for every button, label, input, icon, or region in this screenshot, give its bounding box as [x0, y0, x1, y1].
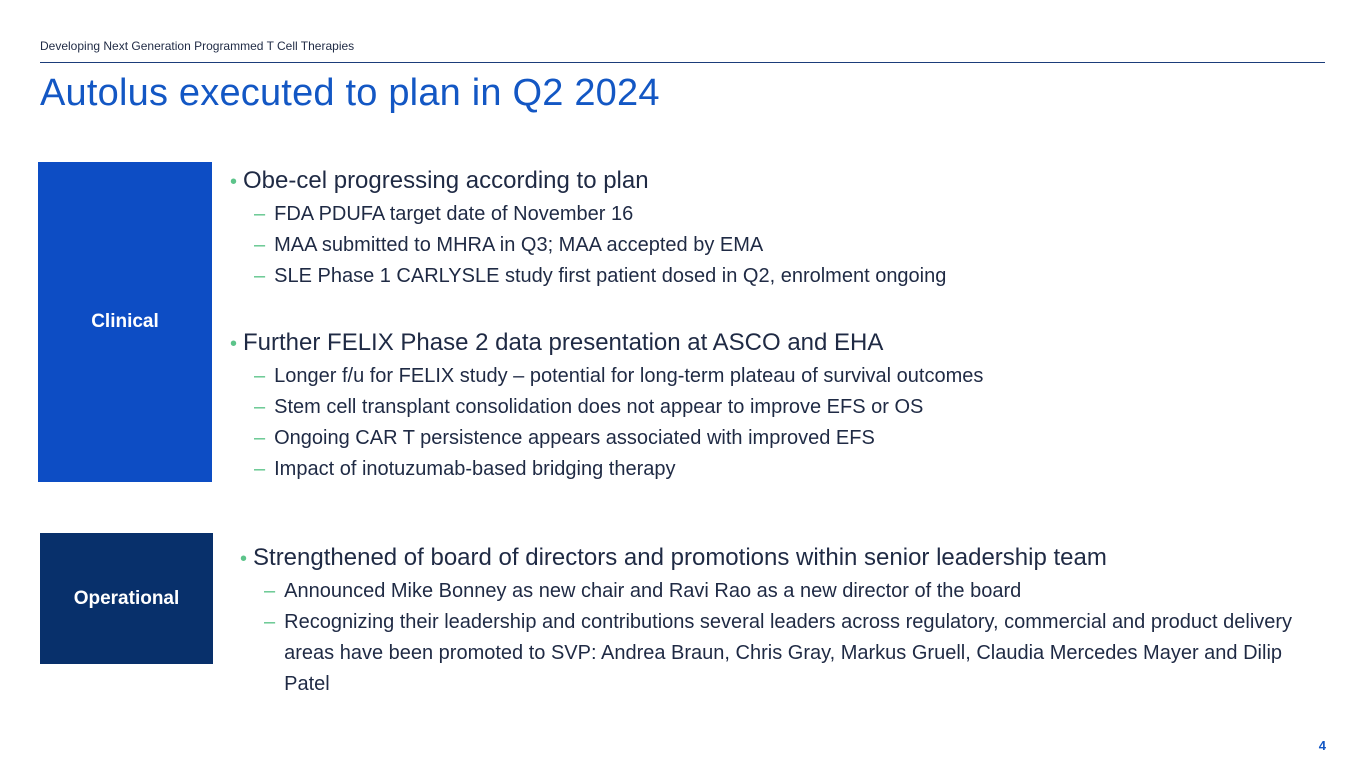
sub-bullet: [254, 230, 1310, 261]
page-number: 4: [1318, 738, 1326, 753]
bullet-text: Further FELIX Phase 2 data presentation at ASCO and EHA: [243, 329, 884, 356]
sub-bullet-list: [264, 576, 1310, 700]
sub-bullet-text: SLE Phase 1 CARLYSLE study first patient dosed in Q2, enrolment ongoing: [274, 265, 947, 287]
dash-icon: –: [254, 365, 266, 387]
sub-bullet-text: Impact of inotuzumab-based bridging therapy: [274, 458, 676, 480]
dash-icon: –: [254, 458, 266, 480]
header-divider: [40, 62, 1325, 63]
page-title: Autolus executed to plan in Q2 2024: [40, 72, 660, 114]
dash-icon: –: [264, 580, 276, 602]
sub-bullet: [254, 199, 1310, 230]
bullet-dot-icon: •: [230, 333, 238, 355]
clinical-section-label: Clinical: [38, 162, 212, 482]
sub-bullet-text: FDA PDUFA target date of November 16: [274, 203, 634, 225]
bullet-heading: [230, 326, 1310, 361]
sub-bullet: [254, 454, 1310, 485]
dash-icon: –: [254, 427, 266, 449]
header-subtitle: Developing Next Generation Programmed T Cell Therapies: [40, 39, 355, 53]
dash-icon: –: [254, 265, 266, 287]
bullet-text: Strengthened of board of directors and promotions within senior leadership team: [253, 544, 1107, 571]
bullet-item: [240, 541, 1310, 700]
sub-bullet-text: Longer f/u for FELIX study – potential for long-term plateau of survival outcomes: [274, 365, 984, 387]
bullet-dot-icon: •: [230, 171, 238, 193]
bullet-item: [230, 164, 1310, 292]
operational-section-label: Operational: [40, 533, 213, 664]
sub-bullet: [264, 576, 1310, 607]
bullet-spacer: [230, 292, 1310, 326]
bullet-heading: [240, 541, 1310, 576]
dash-icon: –: [254, 396, 266, 418]
operational-bullet-list: [240, 541, 1310, 700]
bullet-text: Obe-cel progressing according to plan: [243, 167, 649, 194]
sub-bullet: [254, 261, 1310, 292]
dash-icon: –: [254, 234, 266, 256]
sub-bullet-list: [254, 361, 1310, 485]
sub-bullet-text: MAA submitted to MHRA in Q3; MAA accepted by EMA: [274, 234, 764, 256]
dash-icon: –: [264, 611, 276, 633]
sub-bullet: [254, 423, 1310, 454]
sub-bullet: [264, 607, 1310, 700]
sub-bullet: [254, 392, 1310, 423]
dash-icon: –: [254, 203, 266, 225]
sub-bullet-text: Recognizing their leadership and contributions several leaders across regulatory, commercial and product delivery areas have been promoted to SVP: Andrea Braun, Chris Gray, Markus Gruell, Claudia Mercedes Mayer and Dilip Patel: [284, 611, 1293, 695]
sub-bullet-list: [254, 199, 1310, 292]
sub-bullet-text: Ongoing CAR T persistence appears associated with improved EFS: [274, 427, 875, 449]
sub-bullet-text: Stem cell transplant consolidation does not appear to improve EFS or OS: [274, 396, 924, 418]
bullet-dot-icon: •: [240, 548, 248, 570]
sub-bullet: [254, 361, 1310, 392]
clinical-bullet-list: [230, 164, 1310, 485]
bullet-heading: [230, 164, 1310, 199]
sub-bullet-text: Announced Mike Bonney as new chair and Ravi Rao as a new director of the board: [284, 580, 1022, 602]
bullet-item: [230, 326, 1310, 485]
